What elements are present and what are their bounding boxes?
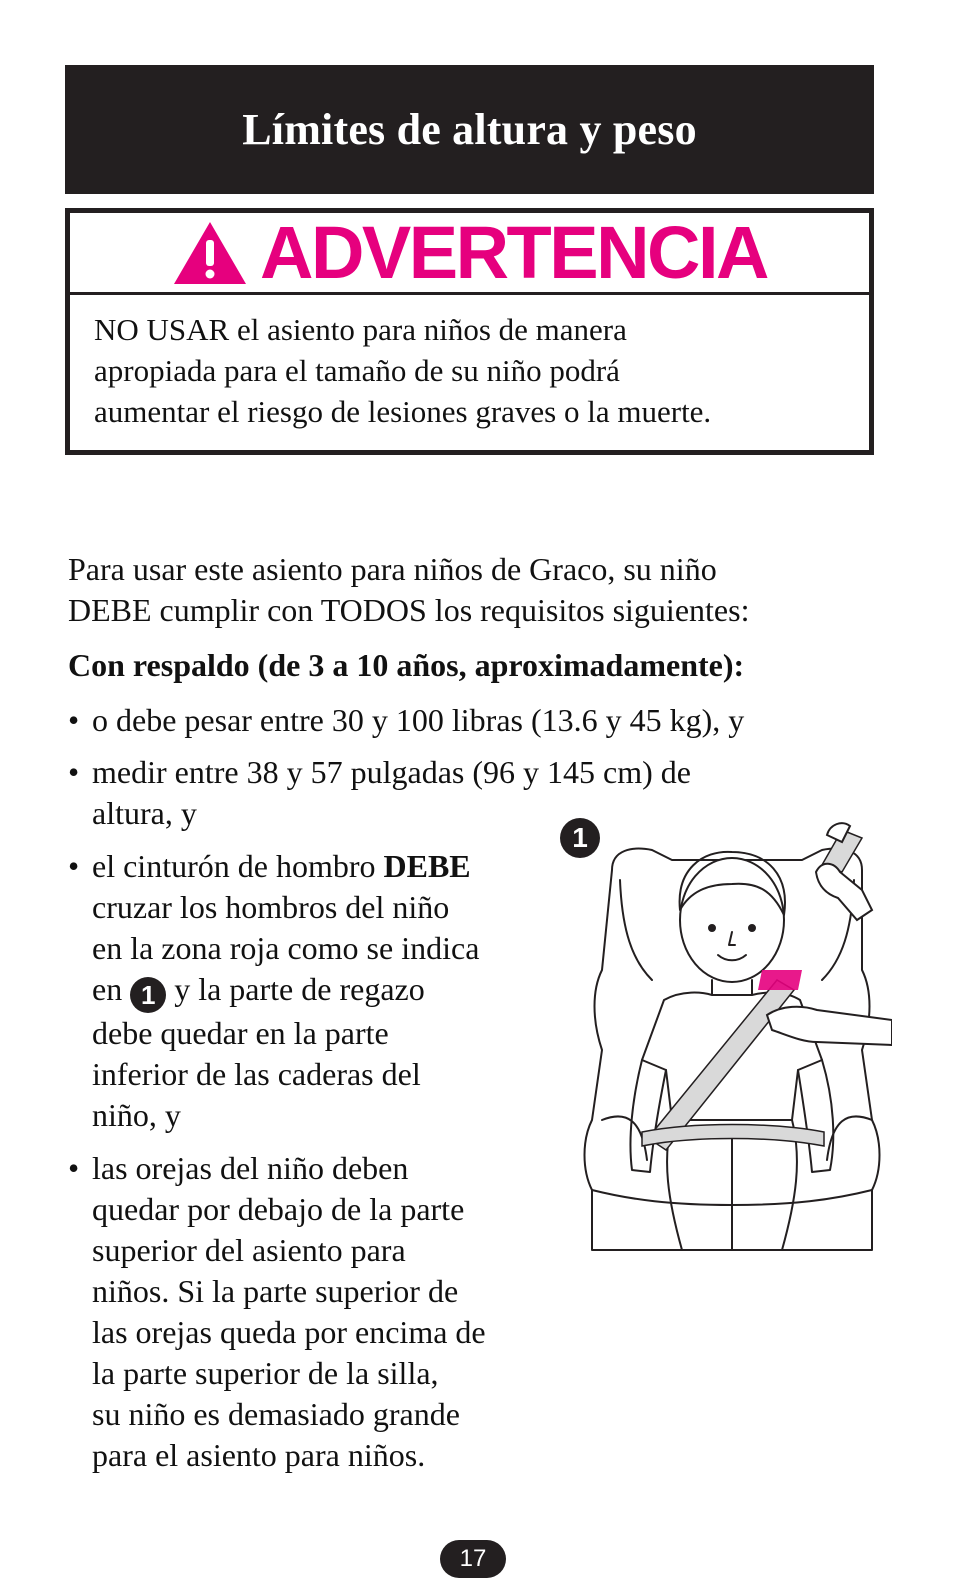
bullet-line: cruzar los hombros del niño (92, 889, 450, 925)
bullet-dot: • (68, 702, 80, 738)
belt-text: y la parte de regazo (166, 971, 425, 1007)
intro-line: Para usar este asiento para niños de Graco, su niño (68, 551, 717, 587)
page-header (65, 65, 874, 194)
warning-header (70, 210, 869, 295)
bullet-dot: • (68, 754, 80, 790)
bullet-dot: • (68, 848, 80, 884)
bullet-line: superior del asiento para (92, 1232, 406, 1268)
bullet-line: quedar por debajo de la parte (92, 1191, 465, 1227)
bullet-line: las orejas queda por encima de (92, 1314, 486, 1350)
belt-emphasis: DEBE (383, 848, 471, 884)
warning-box (65, 208, 874, 455)
warning-triangle-icon (172, 220, 248, 286)
belt-text: el cinturón de hombro (92, 848, 384, 884)
page-title: Límites de altura y peso (242, 105, 697, 154)
bullet-line: para el asiento para niños. (92, 1437, 426, 1473)
bullet-line: la parte superior de la silla, (92, 1355, 439, 1391)
bullet-line: en la zona roja como se indica (92, 930, 480, 966)
bullet-line: debe quedar en la parte (92, 1015, 389, 1051)
bullet-line: inferior de las caderas del (92, 1056, 421, 1092)
bullet-line: niño, y (92, 1097, 181, 1133)
page-number: 17 (440, 1540, 506, 1578)
warning-line: NO USAR el asiento para niños de manera (94, 312, 627, 347)
bullet-line: su niño es demasiado grande (92, 1396, 460, 1432)
warning-line: aumentar el riesgo de lesiones graves o la muerte. (94, 394, 712, 429)
figure-reference-badge: 1 (130, 977, 166, 1013)
bullet-line (92, 969, 572, 1013)
section-subheading: Con respaldo (de 3 a 10 años, aproximadamente): (68, 647, 745, 683)
intro-paragraph (68, 549, 888, 631)
warning-line: apropiada para el tamaño de su niño podrá (94, 353, 620, 388)
figure-number-badge: 1 (560, 818, 600, 858)
bullet-line: medir entre 38 y 57 pulgadas (96 y 145 cm) de (92, 754, 691, 790)
child-in-booster-seat-illustration (572, 820, 892, 1290)
intro-line: DEBE cumplir con TODOS los requisitos siguientes: (68, 592, 750, 628)
belt-text: en (92, 971, 131, 1007)
bullet-line (92, 846, 572, 887)
bullet-line: las orejas del niño deben (92, 1150, 409, 1186)
bullet-dot: • (68, 1150, 80, 1186)
bullet-line: o debe pesar entre 30 y 100 libras (13.6 y 45 kg), y (92, 702, 745, 738)
warning-text (94, 309, 854, 432)
warning-label: ADVERTENCIA (260, 210, 767, 294)
bullet-line: niños. Si la parte superior de (92, 1273, 459, 1309)
bullet-line: altura, y (92, 795, 197, 831)
